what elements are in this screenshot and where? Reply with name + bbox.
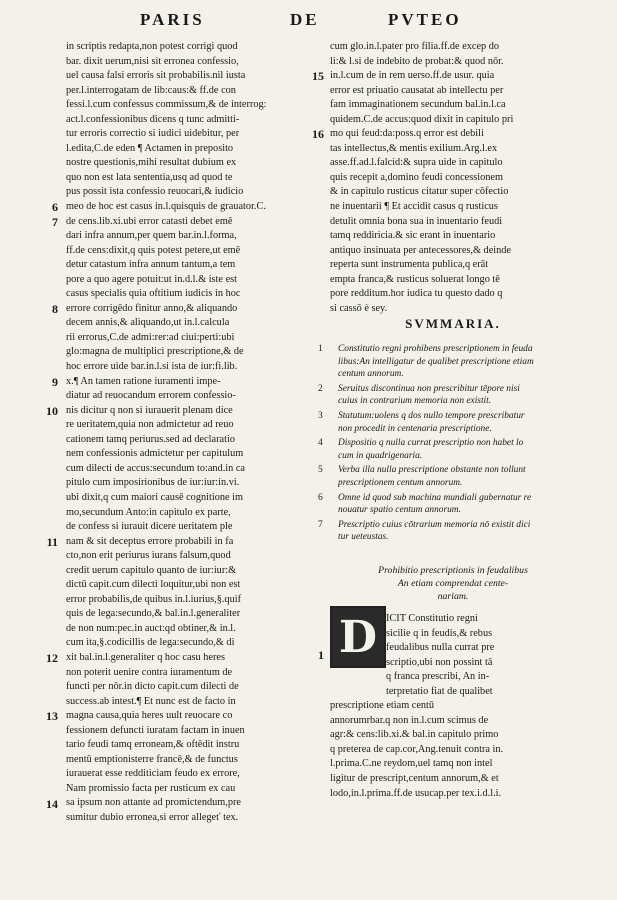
margin-number: 8 — [52, 301, 58, 316]
left-column-line: non poterit uenire contra iuramentum de — [66, 666, 233, 678]
main-text-right — [330, 612, 578, 801]
summary-entry — [318, 464, 578, 489]
left-column-line: nis dicitur q non si iurauerit plenam dice — [66, 404, 233, 416]
right-column-line: fam immaginationem secundum bal.in.l.ca — [330, 99, 506, 111]
body-line: feudalibus nulla currat pre — [386, 642, 495, 654]
left-column-line: cum dilecti de accus:secundum to:and.in ca — [66, 462, 245, 474]
left-column-line: functi per nōr.in dicto capit.cum dilecti de — [66, 681, 239, 693]
right-column-line: ne inuentarii ¶ Et accidit casus q rusticus — [330, 201, 498, 213]
margin-number: 7 — [52, 214, 58, 229]
body-line: lodo,in.l.prima.ff.de usucap.per tex.i.d.l.i. — [330, 787, 502, 799]
body-line: annorumrbar.q non in.l.cum scimus de — [330, 714, 489, 726]
left-column-line: sa ipsum non attante ad promictendum,pre — [66, 797, 242, 809]
summary-line: Dispositio q nulla currat prescriptio non habet lo — [338, 438, 524, 449]
left-column-line: x.¶ An tamen ratione iuramenti impe- — [66, 375, 221, 387]
left-column-line: success.ab intest.¶ Et nunc est de facto in — [66, 695, 236, 707]
left-column-line: dictū capit.cum dilecti loquitur,ubi non est — [66, 579, 241, 591]
left-column-line: cum ita,§.codicillis de lega:secundo,& di — [66, 637, 235, 649]
left-column-line: credit uerum capitulo quanto de iur:iur:& — [66, 564, 237, 576]
right-column-line: & in capitulo rusticus citatur super cōfectio — [330, 186, 509, 198]
margin-number: 11 — [46, 534, 58, 549]
left-column-line: nam & sit deceptus errore probabili in fa — [66, 535, 234, 547]
margin-number: 10 — [46, 403, 58, 418]
right-column-line: cum glo.in.l.pater pro filia.ff.de excep do — [330, 41, 500, 52]
summary-number: 3 — [318, 410, 323, 421]
summary-line: prescriptionem centum annorum. — [338, 477, 463, 488]
header-center: DE — [290, 10, 320, 29]
summary-entry — [318, 343, 578, 381]
left-column-line: l.edita,C.de eden ¶ Actamen in preposito — [66, 142, 234, 154]
left-column-line: mo,secundum Anto:in capitulo ex parte, — [66, 506, 231, 518]
left-column-line: quo non est lata sententia,usq ad quod te — [66, 171, 233, 183]
summary-line: libus:An intelligatur de qualibet prescriptione etiam — [338, 356, 534, 367]
right-column-line: pore redditum.hor iudica tu questo dado q — [330, 288, 503, 300]
left-column-line: nem confessionis admictetur per capitulum — [66, 448, 244, 460]
left-column-line: cationem tamq periurus.sed ad declaratio — [66, 433, 235, 445]
left-column-line: uel causa falsi erroris sit probabilis.nil iusta — [66, 70, 246, 82]
body-line: scriptio,ubi non possint tā — [386, 656, 493, 668]
body-line: terpretatio fiat de qualibet — [386, 685, 493, 697]
left-column-line: de confess si iurauit dicere ueritatem ple — [66, 521, 233, 533]
left-column-line: detur catastum infra annum tantum,a tem — [66, 259, 236, 271]
left-column-line: de non num:pec.in auct:qd obtiner,& in.l. — [66, 622, 236, 634]
left-column-line: Nam promissio facta per rusticum ex cau — [66, 782, 236, 794]
right-column-line: error est priuatio causatat ab intellectu per — [330, 84, 504, 96]
margin-number: 12 — [46, 651, 58, 666]
right-column-line: reperta sunt instrumenta publica,q erāt — [330, 259, 489, 271]
margin-number: 13 — [46, 709, 58, 724]
right-column — [330, 40, 576, 316]
left-column-line: error probabilis,de quibus in.l.iurius,§.quif — [66, 593, 242, 605]
summary-entry — [318, 410, 578, 435]
summary-entry — [318, 519, 578, 544]
left-column-line: errore corrigēdo finitur anno,& aliquando — [66, 302, 238, 314]
left-column-line: fessi.l.cum confessus commissum,& de interrog: — [66, 99, 267, 111]
margin-number: 6 — [52, 200, 58, 215]
right-column-line: detulit omnia bona sua in inuentario feudi — [330, 215, 503, 227]
dropcap-letter: D — [338, 611, 378, 663]
body-line: q franca prescribi, An in- — [386, 671, 490, 683]
subtitle-line: Prohibitio prescriptionis in feudalibus — [378, 565, 528, 576]
summary-entry — [318, 437, 578, 462]
left-column-line: rii errorus,C.de admi:rer:ad ciui:perti:ubi — [66, 331, 235, 343]
right-column-line: tas intellectus,& mentis exilium.Arg.l.ex — [330, 142, 498, 154]
summary-line: centum annorum. — [338, 369, 404, 380]
right-column-line: li:& l.si de indebito de probat:& quod nōr. — [330, 55, 504, 67]
left-column-line: pore a quo agere potuit:ut in.d.l.& iste est — [66, 273, 238, 285]
left-column-line: glo:magna de multiplici prescriptione,& de — [66, 346, 244, 358]
left-column-line: decem annis,& aliquando,ut in.l.calcula — [66, 317, 230, 329]
left-column-line: casus specialis quia oftitium iudicis in hoc — [66, 288, 241, 300]
left-column-line: xit bal.in.l.generaliter q hoc casu heres — [66, 651, 225, 663]
right-column-line: tamq reddiricia.& sic erant in inuentario — [330, 230, 496, 242]
right-column-line: si cassō è sey. — [330, 302, 388, 314]
right-column-line: empta franca,& rusticus soluerat longo tē — [330, 273, 500, 285]
left-column-line: bar. dixit uerum,nisi sit erronea confessio, — [66, 55, 239, 67]
left-column-line: tario feudi tamq erroneam,& oftēdit instru — [66, 739, 240, 751]
summary-line: tur ueteustas. — [338, 532, 389, 543]
section-subtitle — [330, 565, 576, 603]
left-column-line: de cens.lib.xi.ubi error catasti debet emē — [66, 215, 233, 227]
summary-line: nouatur spatio centum annorum. — [338, 505, 461, 516]
summary-line: non procedit in centenaria prescriptione. — [338, 423, 492, 434]
right-column-line: mo qui feud:da:poss.q error est debili — [330, 128, 484, 140]
summary-line: cum in quadrigenaria. — [338, 450, 423, 461]
left-column — [66, 40, 310, 826]
left-column-line: act.l.confessionibus dicens q tunc admitti- — [66, 113, 240, 125]
summary-line: cuius in contrarium memoria non existit. — [338, 396, 492, 407]
left-column-line: fessionem defuncti iuratam factam in inuen — [66, 724, 245, 736]
left-column-line: ubi dixit,q cum maiori causē cognitione im — [66, 491, 244, 503]
left-column-line: pus possit ista confessio reuocari,& iudicio — [66, 186, 244, 198]
summary-line: Constitutio regni prohibens prescriptionem in feuda — [338, 344, 533, 354]
body-line: agr:& cens:lib.xi.& bal.in capitulo primo — [330, 729, 499, 741]
subtitle-line: nariam. — [437, 590, 469, 602]
right-column-line: quidem.C.de accus:quod dixit in capitulo pri — [330, 113, 514, 125]
left-column-line: per.l.interrogatam de lib:caus:& ff.de con — [66, 84, 236, 96]
subtitle-line: An etiam comprendat cente- — [397, 577, 509, 589]
summary-line: Prescriptio cuius cōtrarium memoria nō existit dici — [338, 519, 531, 530]
left-column-line: dari infra annum,per quem bar.in.l.forma, — [66, 230, 237, 242]
summary-number: 5 — [318, 465, 323, 476]
summary-entry — [318, 492, 578, 517]
summary-number: 4 — [318, 438, 323, 449]
header-right: PVTEO — [388, 10, 462, 29]
body-line: prescriptione etiam centū — [330, 700, 435, 712]
summary-number: 2 — [318, 383, 323, 394]
body-line: q preterea de cap.cor,Ang.tenuit contra in. — [330, 743, 504, 755]
summary-number: 7 — [318, 519, 323, 530]
margin-number: 15 — [312, 69, 324, 84]
body-line: l.prima.C.ne reydom,uel tamq non intel — [330, 758, 493, 770]
margin-number: 14 — [46, 796, 58, 811]
right-column-line: asse.ff.ad.l.falcid:& supra uide in capitulo — [330, 157, 503, 169]
dropcap-margin-number: 1 — [318, 648, 324, 662]
summary-line: Omne id quod sub machina mundiali gubernatur re — [338, 492, 532, 503]
summary-line: Statutum:uolens q dos nullo tempore prescribatur — [338, 410, 525, 421]
left-column-line: mentū emptionisterre francē,& de functus — [66, 753, 238, 765]
left-column-line: hoc errore uide bar.in.l.si ista de iur:fi.lib. — [66, 361, 238, 373]
right-column-line: antiquo insinuata per antecessores,& deinde — [330, 244, 511, 256]
left-column-line: diatur ad reuocandum errorem confessio- — [66, 390, 236, 402]
left-column-line: sumitur dubio erronea,si error allegeť tex. — [66, 811, 239, 823]
left-column-line: cto,non erit periurus iurans falsum,quod — [66, 550, 231, 562]
left-column-line: in scriptis redapta,non potest corrigi quod — [66, 41, 238, 52]
body-line: ICIT Constitutio regni — [386, 613, 478, 624]
summary-line: Verba illa nulla prescriptione obstante non tollunt — [338, 465, 526, 476]
right-column-line: in.l.cum de in rem uerso.ff.de usur. quia — [330, 70, 495, 82]
body-line: sicilie q in feudis,& rebus — [386, 627, 493, 639]
left-column-line: tur erroris correctio si iudici uidebitur, per — [66, 128, 240, 140]
margin-number: 16 — [312, 127, 324, 142]
left-column-line: pitulo cum imposirionibus de iur:iur:in.vi. — [66, 477, 240, 489]
summaria-title: SVMMARIA. — [405, 316, 501, 331]
right-column-line: quis recepit a,domino feudi concessionem — [330, 171, 503, 183]
summary-line: Seruitus discontinua non prescribitur tēpore nisi — [338, 383, 520, 394]
body-line: ligitur de prescript,centum annorum,& et — [330, 773, 499, 785]
left-column-line: ff.de cens:dixit,q quis potest petere,ut emē — [66, 244, 241, 256]
left-column-line: re ueritatem,quia non admictetur ad reuo — [66, 419, 234, 431]
left-column-line: meo de hoc est casus in.l.quisquis de grauator.C. — [66, 201, 266, 213]
summary-number: 6 — [318, 492, 323, 503]
summaria-list — [318, 343, 578, 546]
left-column-line: nostre questionis,mihi resultat dubium ex — [66, 157, 237, 169]
margin-number: 9 — [52, 374, 58, 389]
left-column-line: magna causa,quia heres uult reuocare co — [66, 710, 233, 722]
left-column-line: iurauerat esse redditiciam feudo ex errore, — [66, 768, 240, 780]
summary-number: 1 — [318, 344, 323, 354]
left-column-line: quis de lega:secundo,& bal.in.l.generaliter — [66, 608, 241, 620]
summary-entry — [318, 383, 578, 408]
header-left: PARIS — [140, 10, 205, 29]
